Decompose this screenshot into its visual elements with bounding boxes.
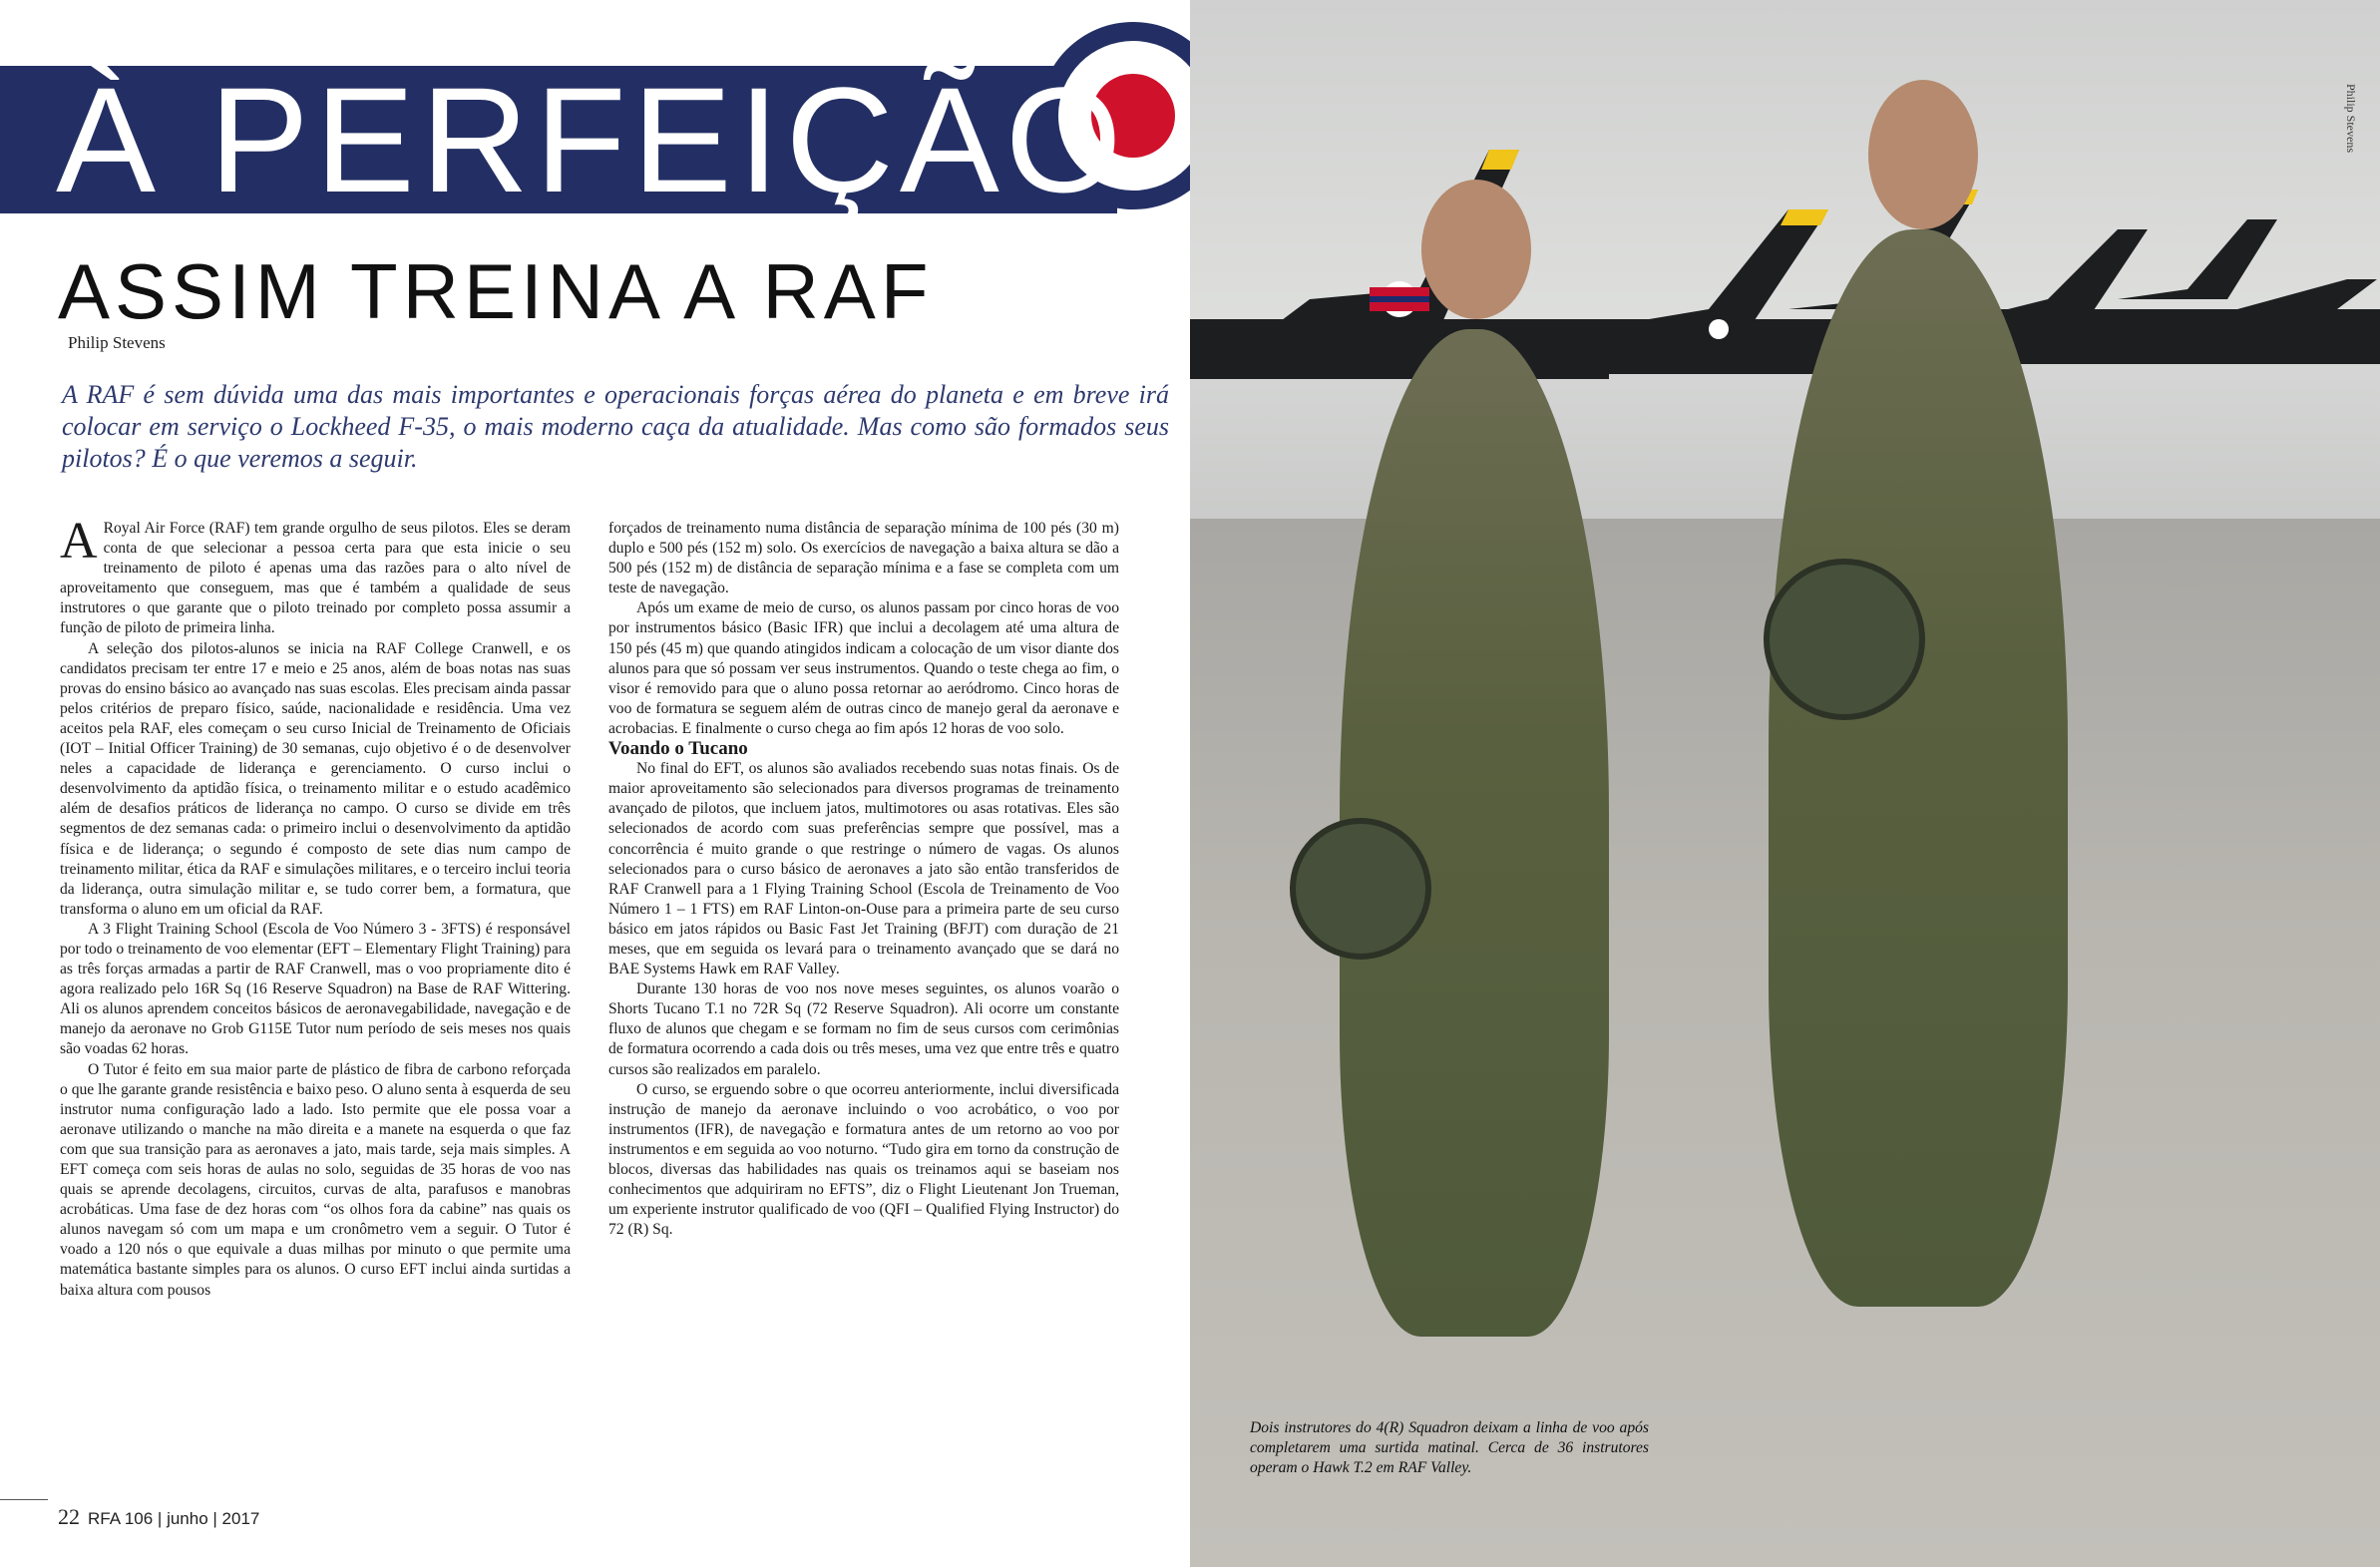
- photo-caption: Dois instrutores do 4(R) Squadron deixam a linha de voo após completarem uma surtida matinal. Cerca de 36 instrutores operam o Hawk T.2 em RAF Valley.: [1250, 1419, 1649, 1476]
- section-heading: Voando o Tucano: [608, 738, 748, 760]
- paragraph: A Royal Air Force (RAF) tem grande orgulho de seus pilotos. Eles se deram conta de que selecionar a pessoa certa para que esta inicie o seu treinamento de piloto é apenas uma das razões para o alto nível de aproveitamento que conseguem, mas que é também a qualidade de seus instrutores o que garante que o piloto treinado por completo possa assumir a função de piloto de primeira linha.: [60, 513, 571, 637]
- helmet-right: [1764, 559, 1925, 720]
- paragraph: A seleção dos pilotos-alunos se inicia na RAF College Cranwell, e os candidatos precisam ter entre 17 e meio e 25 anos, além de boas notas nas suas provas do ensino básico ao avançado nas suas escolas. Eles precisam ainda passar pelos critérios de preparo físico, saúde, nacionalidade e residência. Uma vez aceitos pela RAF, eles começam o seu curso Inicial de Treinamento de Oficiais (IOT – Initial Officer Training) de 30 semanas, cujo objetivo é o de desenvolver neles a capacidade de liderança e gerenciamento. O curso inclui o desenvolvimento da aptidão física, o treinamento militar e o estudo acadêmico além de desafios práticos de liderança no campo. O curso se divide em três segmentos de dez semanas cada: o primeiro inclui o desenvolvimento da aptidão física e de liderança; o segundo é composto de sete dias num campo de treinamento militar, ética da RAF e simulações militares, e o terceiro inclui teoria da liderança, outra simulação militar e, se tudo correr bem, a formatura, que transforma o aluno em um oficial da RAF.: [60, 639, 571, 918]
- issue-info: RFA 106 | junho | 2017: [88, 1509, 260, 1528]
- pilot-right: [1769, 229, 2068, 1307]
- paragraph: O Tutor é feito em sua maior parte de plástico de fibra de carbono reforçada o que lhe garante grande resistência e baixo peso. O aluno senta à esquerda de seu instrutor numa configuração lado a lado. Isto permite que ele possa voar a aeronave utilizando o manche na mão direita e a manete na esquerda o que faz com que sua transição para as aeronaves a jato, mais tarde, seja mais simples. A EFT começa com seis horas de aulas no solo, seguidas de 35 horas de voo nas quais se aprende decolagens, circuitos, curvas de alta, parafusos e manobras acrobáticas. Uma fase de dez horas com “os olhos fora da cabine” nas quais os alunos navegam só com um mapa e um cronômetro vem a seguir. O Tutor é voado a 120 nós o que equivale a duas milhas por minuto o que permite uma matemática bastante simples para os alunos. O curso EFT inclui ainda surtidas a baixa altura com pousos: [60, 1060, 571, 1299]
- lead-paragraph: A RAF é sem dúvida uma das mais importantes e operacionais forças aérea do planeta e em breve irá colocar em serviço o Lockheed F-35, o mais moderno caça da atualidade. Mas como são formados seus pilotos? É o que veremos a seguir.: [62, 380, 1169, 473]
- photo-page: [1190, 0, 2380, 1567]
- text-column-1: [60, 513, 571, 1301]
- article-subtitle: ASSIM TREINA A RAF: [58, 247, 934, 335]
- pilot-left-head: [1421, 180, 1531, 319]
- pilot-right-head: [1868, 80, 1978, 229]
- photo-credit: Philip Stevens: [2344, 84, 2358, 154]
- paragraph: forçados de treinamento numa distância de separação mínima de 100 pés (30 m) duplo e 500 pés (152 m) solo. Os exercícios de navegação a baixa altura se dão a 500 pés (152 m) de distância de separação mínima e a fase se completa com um teste de navegação.: [608, 520, 1119, 597]
- page-footer: [58, 1504, 259, 1530]
- page-number: 22: [58, 1504, 80, 1529]
- byline: Philip Stevens: [68, 333, 166, 352]
- footer-rule: [0, 1499, 48, 1500]
- helmet-left: [1290, 818, 1431, 960]
- paragraph: Durante 130 horas de voo nos nove meses seguintes, os alunos voarão o Shorts Tucano T.1 no 72R Sq (72 Reserve Squadron). Ali ocorre um constante fluxo de alunos que chegam e se formam no fim de seus cursos com cerimônias de formatura ocorrendo a cada dois ou três meses, uma vez que entre três e quatro cursos são realizados em paralelo.: [608, 980, 1119, 1078]
- paragraph: Após um exame de meio de curso, os alunos passam por cinco horas de voo por instrumentos básico (Basic IFR) que inclui a decolagem até uma altura de 150 pés (45 m) que quando atingidos indicam a colocação de um visor diante dos alunos para que só possam ver seus instrumentos. Quando o teste chega ao fim, o visor é removido para que o aluno possa retornar ao aeródromo. Cinco horas de voo de formatura se seguem além de outras cinco de manejo geral da aeronave e acrobacias. E finalmente o curso chega ao fim após 12 horas de voo solo.: [608, 599, 1119, 737]
- paragraph: O curso, se erguendo sobre o que ocorreu anteriormente, inclui diversificada instrução de manejo da aeronave incluindo o voo acrobático, o voo por instrumentos (IFR), de navegação e formatura antes de um retorno ao voo por instrumentos e em seguida ao voo noturno. “Tudo gira em torno da construção de blocos, diversas das habilidades nas quais os treinamos aqui se baseiam nos conhecimentos que adquiriram no EFTS”, diz o Flight Lieutenant Jon Trueman, um experiente instrutor qualificado de voo (QFI – Qualified Flying Instructor) do 72 (R) Sq.: [608, 1080, 1119, 1239]
- article-title: À PERFEIÇÃO: [56, 56, 1128, 223]
- text-column-2: [608, 519, 1119, 1240]
- drop-cap: A: [60, 513, 98, 570]
- paragraph: A 3 Flight Training School (Escola de Voo Número 3 - 3FTS) é responsável por todo o treinamento de voo elementar (EFT – Elementary Flight Training) para as três forças armadas a partir de RAF Cranwell, mas o voo propriamente dito é agora realizado pelo 16R Sq (16 Reserve Squadron) na Base de RAF Wittering. Ali os alunos aprendem conceitos básicos de aeronavegabilidade, navegação e de manejo da aeronave no Grob G115E Tutor num período de seis meses nos quais são voadas 62 horas.: [60, 920, 571, 1058]
- paragraph: No final do EFT, os alunos são avaliados recebendo suas notas finais. Os de maior aproveitamento são selecionados para diversos programas de treinamento avançado de pilotos, que incluem jatos, multimotores ou asas rotativas. Eles são selecionados de acordo com suas preferências sempre que possível, mas a concorrência é muito grande o que restringe o número de vagas. Os alunos selecionados para o curso básico de aeronaves a jato são então transferidos de RAF Cranwell para a 1 Flying Training School (Escola de Treinamento de Voo Número 1 – 1 FTS) em RAF Linton-on-Ouse para a primeira parte de seu curso básico em jatos rápidos ou Basic Fast Jet Training (BFJT) com duração de 21 meses, que em seguida os levará para o treinamento avançado que se dará no BAE Systems Hawk em RAF Valley.: [608, 760, 1119, 979]
- photo-jets: [1190, 0, 2380, 559]
